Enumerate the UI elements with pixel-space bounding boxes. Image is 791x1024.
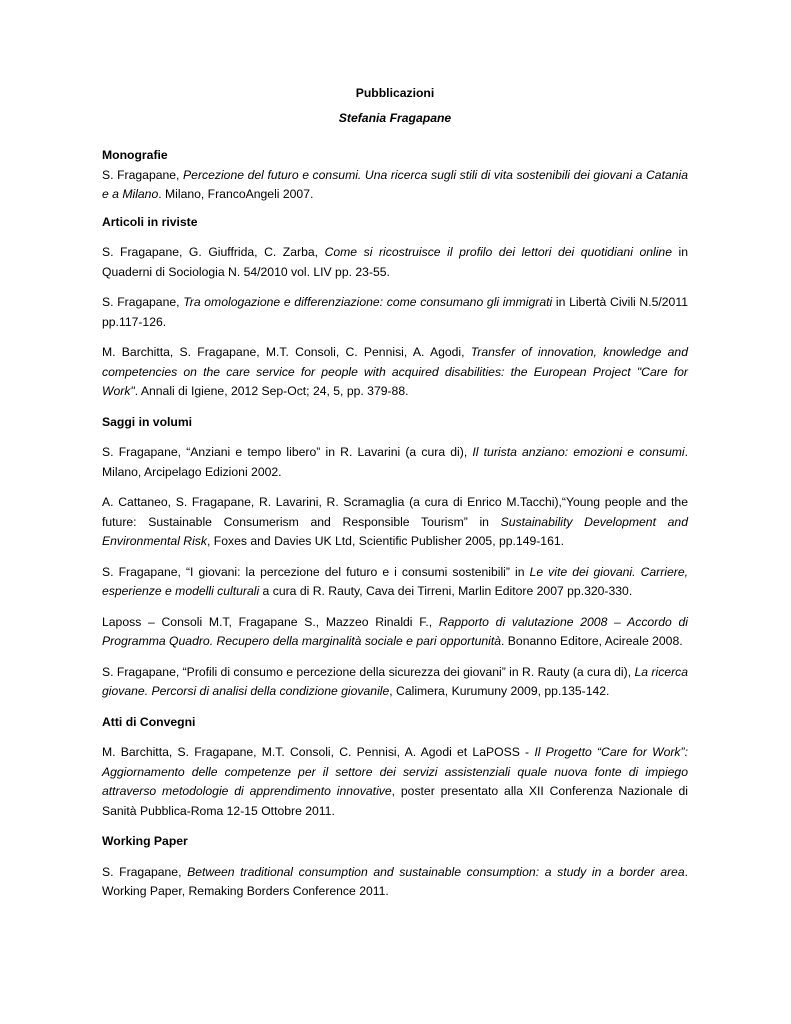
document-author: Stefania Fragapane	[338, 110, 452, 125]
section-heading-working-paper: Working Paper	[102, 834, 188, 848]
document-title: Pubblicazioni	[355, 86, 435, 100]
section-heading-articoli: Articoli in riviste	[102, 214, 198, 229]
publication-entry: A. Cattaneo, S. Fragapane, R. Lavarini, R. Scramaglia (a cura di Enrico M.Tacchi),“Young people and the future: Sustainable Consumerism and Responsible Tourism” in Sustainability Development and Environmental Risk, Foxes and Davies UK Ltd, Scientific Publisher 2005, pp.149-161.	[102, 495, 688, 548]
publication-entry: S. Fragapane, G. Giuffrida, C. Zarba, Come si ricostruisce il profilo dei lettori dei quotidiani online in Quaderni di Sociologia N. 54/2010 vol. LIV pp. 23-55.	[102, 245, 689, 279]
section-heading-atti: Atti di Convegni	[102, 714, 196, 729]
section-heading-monografie: Monografie	[102, 148, 168, 162]
publication-entry: Laposs – Consoli M.T, Fragapane S., Mazzeo Rinaldi F., Rapporto di valutazione 2008 – Accordo di Programma Quadro. Recupero della marginalità sociale e pari opportunità. Bonanno Editore, Acireale 2008.	[102, 614, 688, 648]
publication-entry: S. Fragapane, “I giovani: la percezione del futuro e i consumi sostenibili” in Le vite dei giovani. Carriere, esperienze e modelli culturali a cura di R. Rauty, Cava dei Tirreni, Marlin Editore 2007 pp.320-330.	[102, 564, 688, 598]
publication-entry: S. Fragapane, Percezione del futuro e consumi. Una ricerca sugli stili di vita sostenibili dei giovani a Catania e a Milano. Milano, FrancoAngeli 2007.	[102, 167, 688, 201]
document-body	[102, 84, 688, 902]
publication-entry: S. Fragapane, “Anziani e tempo libero” in R. Lavarini (a cura di), Il turista anziano: emozioni e consumi. Milano, Arcipelago Edizioni 2002.	[102, 445, 688, 479]
publication-entry: S. Fragapane, Tra omologazione e differenziazione: come consumano gli immigrati in Libertà Civili N.5/2011 pp.117-126.	[102, 295, 688, 329]
section-heading-saggi: Saggi in volumi	[102, 414, 193, 429]
publication-entry: M. Barchitta, S. Fragapane, M.T. Consoli, C. Pennisi, A. Agodi et LaPOSS - Il Progetto “Care for Work”: Aggiornamento delle competenze per il settore dei servizi assistenziali quale nuova fonte di impiego attraverso metodologie di apprendimento innovative, poster presentato alla XII Conferenza Nazionale di Sanità Pubblica-Roma 12-15 Ottobre 2011.	[102, 745, 689, 818]
publication-entry: S. Fragapane, Between traditional consumption and sustainable consumption: a study in a border area. Working Paper, Remaking Borders Conference 2011.	[102, 864, 689, 898]
publication-entry: M. Barchitta, S. Fragapane, M.T. Consoli, C. Pennisi, A. Agodi, Transfer of innovation, knowledge and competencies on the care service for people with acquired disabilities: the European Project "Care for Work". Annali di Igiene, 2012 Sep-Oct; 24, 5, pp. 379-88.	[102, 345, 688, 398]
publication-entry: S. Fragapane, “Profili di consumo e percezione della sicurezza dei giovani” in R. Rauty (a cura di), La ricerca giovane. Percorsi di analisi della condizione giovanile, Calimera, Kurumuny 2009, pp.135-142.	[102, 664, 688, 698]
